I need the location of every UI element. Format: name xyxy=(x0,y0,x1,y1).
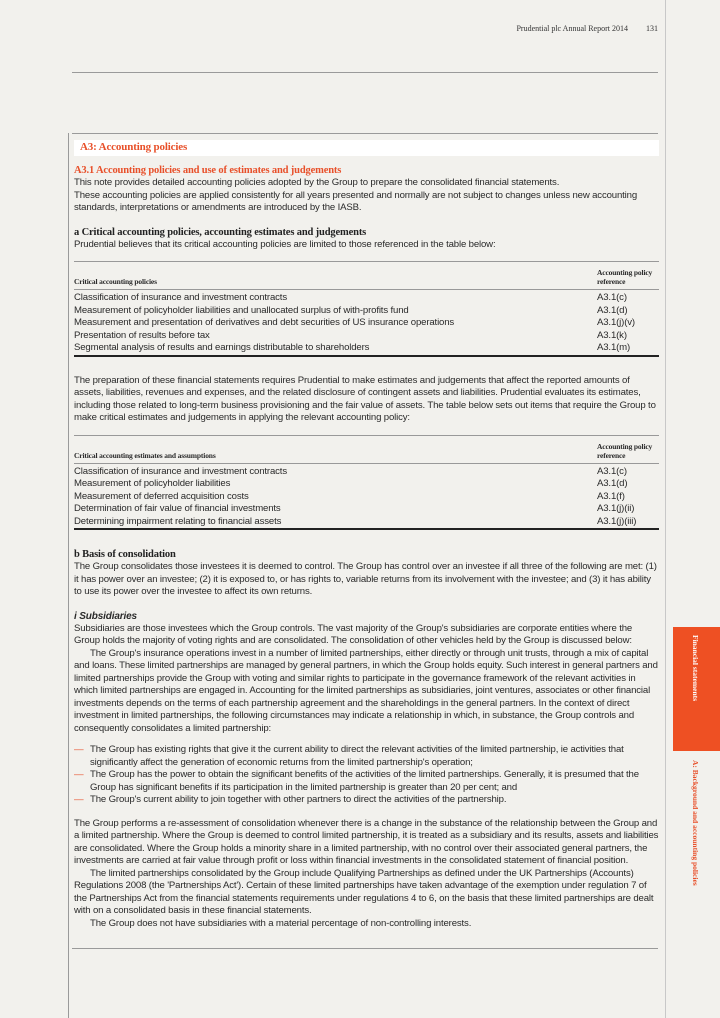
heading-subsidiaries: i Subsidiaries xyxy=(74,610,137,622)
table-row xyxy=(74,463,659,478)
side-tab-section[interactable]: A: Background and accounting policies xyxy=(691,760,700,886)
list-item xyxy=(74,769,659,794)
dash-icon: — xyxy=(74,794,84,805)
table-row xyxy=(74,503,659,516)
cell: A3.1(j)(ii) xyxy=(597,503,635,514)
cell: A3.1(k) xyxy=(597,329,627,341)
side-tab-financial-statements[interactable] xyxy=(673,627,720,751)
margin-line xyxy=(665,0,666,1018)
section-title: A3: Accounting policies xyxy=(74,140,659,156)
cell: Segmental analysis of results and earnings distributable to shareholders xyxy=(74,342,370,353)
cell: Measurement of policyholder liabilities and unallocated surplus of with-profits fund xyxy=(74,304,409,316)
table-row xyxy=(74,317,659,330)
table-row xyxy=(74,330,659,343)
running-header xyxy=(516,24,658,33)
cell: Measurement of deferred acquisition costs xyxy=(74,490,249,502)
paragraph: The limited partnerships consolidated by the Group include Qualifying Partnerships as defined under the UK Partnerships (Accounts) Regulations 2008 (the 'Partnerships Act'). Certain of these limited partnerships have taken advantage of the exemption under regulation 7 of the Partnerships Act from the financial statements requirements under regulations 4 to 6, on the basis that these limited partnerships are dealt with on a consolidated basis in these financial statements. xyxy=(74,867,654,916)
cell: Classification of insurance and investment contracts xyxy=(74,292,287,303)
column-header: Critical accounting policies xyxy=(74,262,597,290)
cell: A3.1(j)(iii) xyxy=(597,515,637,527)
cell: Determination of fair value of financial investments xyxy=(74,503,281,514)
heading-a31: A3.1 Accounting policies and use of estimates and judgements xyxy=(74,165,342,176)
critical-policies-table xyxy=(74,261,659,357)
paragraph: Subsidiaries are those investees which the Group controls. The vast majority of the Group's subsidiaries are corporate entities where the Group holds the majority of voting rights and are consolidated. The consolidation of other vehicles held by the Group is discussed below: xyxy=(74,622,633,646)
paragraph: These accounting policies are applied consistently for all years presented and normally are not subject to changes unless new accounting standards, interpretations or amendments are introduced by the IASB. xyxy=(74,189,638,213)
critical-estimates-table xyxy=(74,435,659,531)
side-tab-label: Financial statements xyxy=(691,635,700,702)
paragraph: This note provides detailed accounting policies adopted by the Group to prepare the consolidated financial statements. xyxy=(74,177,560,188)
page-content xyxy=(74,140,659,930)
frame-border xyxy=(68,133,69,1018)
paragraph: The Group does not have subsidiaries with a material percentage of non-controlling interests. xyxy=(90,917,472,929)
list-item xyxy=(74,794,659,807)
paragraph: The Group consolidates those investees it is deemed to control. The Group has control over an investee if all three of the following are met: (1) it has power over an investee; (2) it is exposed to, or has rights to, variable returns from its involvement with the investee; and (3) it has ability to use its power over the investee to affect its own returns. xyxy=(74,561,657,597)
table-row xyxy=(74,290,659,305)
cell: Measurement of policyholder liabilities xyxy=(74,478,231,489)
column-header: Critical accounting estimates and assumptions xyxy=(74,435,597,463)
paragraph: Prudential believes that its critical accounting policies are limited to those referenced in the table below: xyxy=(74,238,496,250)
cell: A3.1(c) xyxy=(597,292,627,303)
list-item-text: The Group's current ability to join together with other partners to direct the activities of the partnership. xyxy=(90,794,507,805)
paragraph: The Group's insurance operations invest in a number of limited partnerships, either directly or through unit trusts, through a mix of capital and loans. These limited partnerships are managed by general partners, in which the Group holds equity. Such interest in general partners and limited partnerships provide the Group with voting and similar rights to participate in the governance framework of the relevant activities in which limited partnerships are engaged in. Accounting for the limited partnerships as subsidiaries, joint ventures, associates or other financial investments depends on the terms of each partnership agreement and the shareholdings in the general partners. In the context of direct investment in limited partnerships, the following circumstances may indicate a relationship in which, in substance, the Group controls and consequently consolidates a limited partnership: xyxy=(74,647,658,734)
list-item xyxy=(74,744,659,769)
table-row xyxy=(74,305,659,318)
cell: A3.1(d) xyxy=(597,478,628,489)
report-title: Prudential plc Annual Report 2014 xyxy=(516,24,628,33)
divider xyxy=(72,133,658,134)
table-row xyxy=(74,478,659,491)
table-row xyxy=(74,491,659,504)
cell: A3.1(d) xyxy=(597,304,628,316)
column-header: Accounting policy reference xyxy=(597,435,659,463)
cell: Presentation of results before tax xyxy=(74,329,210,341)
cell: A3.1(j)(v) xyxy=(597,317,635,328)
dash-icon: — xyxy=(74,744,84,755)
cell: A3.1(f) xyxy=(597,490,625,502)
page-number: 131 xyxy=(646,24,658,33)
divider xyxy=(72,948,658,949)
heading-a: a Critical accounting policies, accounting estimates and judgements xyxy=(74,226,367,238)
divider xyxy=(72,72,658,73)
cell: Determining impairment relating to financial assets xyxy=(74,515,282,527)
paragraph: The Group performs a re-assessment of consolidation whenever there is a change in the substance of the relationship between the Group and a limited partnership. Where the Group is deemed to control limited partnership, it is treated as a subsidiary and its results, assets and liabilities are consolidated. Where the Group holds a minority share in a limited partnership, with no control over their associated general partners, the investments are carried at fair value through profit or loss within financial investments in the consolidated statement of financial position. xyxy=(74,817,659,866)
bullet-list xyxy=(74,744,659,807)
heading-b: b Basis of consolidation xyxy=(74,549,176,560)
paragraph: The preparation of these financial statements requires Prudential to make estimates and judgements that affect the reported amounts of assets, liabilities, revenues and expenses, and the related disclosure of contingent assets and liabilities. Prudential evaluates its estimates, including those related to long-term business provisioning and the fair value of assets. The table below sets out items that require the Group to make critical estimates and judgements in applying the relevant accounting policy: xyxy=(74,374,656,423)
cell: Classification of insurance and investment contracts xyxy=(74,465,287,477)
table-row xyxy=(74,516,659,530)
list-item-text: The Group has existing rights that give it the current ability to direct the relevant activities of the limited partnership, ie activities that significantly affect the generation of economic returns from the limited partnership's operation; xyxy=(90,744,624,768)
cell: Measurement and presentation of derivatives and debt securities of US insurance operations xyxy=(74,317,455,328)
cell: A3.1(c) xyxy=(597,465,627,477)
column-header: Accounting policy reference xyxy=(597,262,659,290)
list-item-text: The Group has the power to obtain the significant benefits of the activities of the limited partnerships. Generally, it is presumed that the Group has significant benefits if its participation in the limited partnership is greater than 20 per cent; and xyxy=(90,769,639,793)
cell: A3.1(m) xyxy=(597,342,631,353)
dash-icon: — xyxy=(74,769,84,780)
table-row xyxy=(74,342,659,356)
